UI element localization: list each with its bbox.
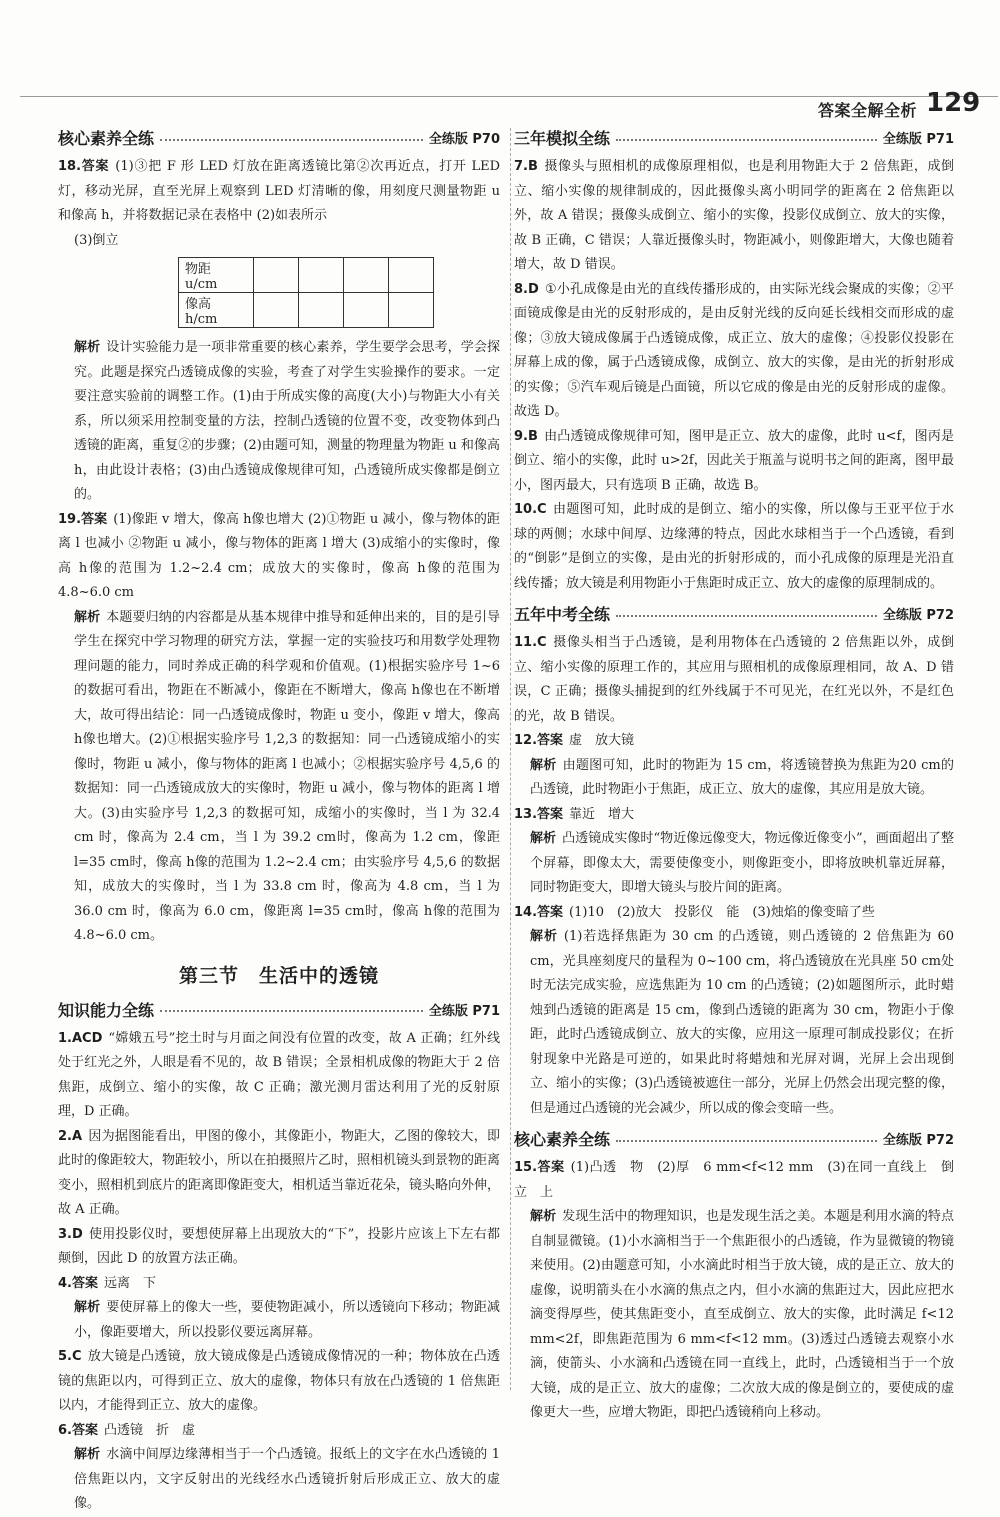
answer-text: 由凸透镜成像规律可知，图甲是正立、放大的虚像，此时 u<f，图丙是倒立、缩小的实像，此时 u>2f，因此关于瓶盖与说明书之间的距离，图甲最小，图丙最大，只有选项 B 正确，故选 B。 <box>514 428 954 493</box>
section-heading <box>514 126 954 149</box>
question-number: 2.A <box>58 1128 83 1144</box>
section-heading <box>514 602 954 625</box>
answer-label: 答案 <box>537 733 564 748</box>
section-ref: 全练版 P70 <box>428 132 500 147</box>
section-heading <box>514 1127 954 1150</box>
answer-label: 答案 <box>537 904 564 920</box>
section-title: 核心素养全练 <box>58 129 155 148</box>
explain-label: 解析 <box>530 831 557 846</box>
explain-label: 解析 <box>74 340 101 355</box>
q15-answer <box>514 1156 954 1205</box>
q13-explanation <box>514 827 954 901</box>
answer-text: (1)凸透 物 (2)厚 6 mm<f<12 mm (3)在同一直线上 倒立 上 <box>514 1160 954 1200</box>
table-header-distance: 物距 u/cm <box>179 258 254 293</box>
answer-text: “嫦娥五号”挖土时与月面之间没有位置的改变，故 A 正确；红外线处于红光之外，人眼是看不见的，故 B 错误；全景相机成像的物距大于 2 倍焦距，成倒立、缩小的实像，故 C 正确；激光测月雷达利用了光的反射原理，D 正确。 <box>58 1030 500 1119</box>
answer-text: ①小孔成像是由光的直线传播形成的，由实际光线会聚成的实像；②平面镜成像是由光的反射形成的，是由反射光线的反向延长线相交而形成的虚像；③放大镜成像属于凸透镜成像，成正立、放大的虚像；④投影仪投影在屏幕上成的像，属于凸透镜成像，成倒立、放大的实像，是由光的折射形成的实像；⑤汽车观后镜是凸面镜，所以它成的像是由光的反射形成的虚像。故选 D。 <box>514 281 954 419</box>
explain-text: 要使屏幕上的像大一些，要使物距减小，所以透镜向下移动；物距减小，像距要增大，所以投影仪要远离屏幕。 <box>74 1300 500 1340</box>
answer-text: (1)像距 v 增大，像高 h像也增大 (2)①物距 u 减小，像与物体的距离 l 也减小 ②物距 u 减小，像与物体的距离 l 增大 (3)成缩小的实像时，像高 h像的范围为 1.2~2.4 cm；成放大的实像时，像高 h像的范围为 4.8~6.0 cm <box>58 511 500 600</box>
q19-explanation <box>58 606 500 949</box>
chapter-title: 第三节 生活中的透镜 <box>178 964 379 987</box>
question-number: 4. <box>58 1275 72 1291</box>
question-number: 9.B <box>514 428 538 444</box>
question-number: 13. <box>514 806 538 822</box>
q13-answer <box>514 803 954 828</box>
section-ref: 全练版 P72 <box>882 608 954 623</box>
q15-explanation <box>514 1205 954 1426</box>
q18-answer-3: (3)倒立 <box>74 232 119 248</box>
q11 <box>514 631 954 729</box>
answer-text: 因为据图能看出，甲图的像小，其像距小，物距大，乙图的像较大，即此时的像距较大，物距较小，所以在拍摄照片乙时，照相机镜头到景物的距离变小，照相机到底片的距离即像距变大，相机适当靠近花朵，镜头略向外伸，故 A 正确。 <box>58 1128 501 1217</box>
q3 <box>58 1223 500 1272</box>
q18-answer <box>58 155 500 229</box>
question-number: 14. <box>514 904 538 920</box>
explain-label: 解析 <box>74 1447 101 1462</box>
section-title: 五年中考全练 <box>514 605 611 624</box>
header-rule <box>20 96 998 97</box>
explain-text: 凸透镜成实像时“物近像远像变大，物远像近像变小”，画面超出了整个屏幕，即像太大，需要使像变小，则像距变小，即将放映机靠近屏幕，同时物距变大，即增大镜头与胶片间的距离。 <box>530 831 954 895</box>
section-title: 知识能力全练 <box>58 1000 155 1020</box>
answer-text: 放大镜是凸透镜，放大镜成像是凸透镜成像情况的一种；物体放在凸透镜的焦距以内，可得到正立、放大的虚像，物体只有放在凸透镜的 1 倍焦距以内，才能得到正立、放大的虚像。 <box>58 1349 500 1413</box>
answer-label: 答案 <box>81 511 108 527</box>
answer-text: 摄像头与照相机的成像原理相似，也是利用物距大于 2 倍焦距，成倒立、缩小实像的规律制成的，因此摄像头离小明同学的距离在 2 倍焦距以外，故 A 错误；摄像头成倒立、缩小的实像，投影仪成倒立、放大的实像，故 B 正确，C 错误；人靠近摄像头时，物距减小，则像距增大，大像也随着增大，故 D 错误。 <box>514 159 954 272</box>
explain-text: 发现生活中的物理知识，也是发现生活之美。本题是利用水滴的特点自制显微镜。(1)小水滴相当于一个焦距很小的凸透镜，作为显微镜的物镜来使用。(2)由题意可知，小水滴此时相当于放大镜，成的是正立、放大的虚像，说明箭头在小水滴的焦点之内，但小水滴的焦距过大，因此应把水滴变得厚些，使其焦距变小，直至成倒立、放大的实像，此时满足 f<12 mm<2f，即焦距范围为 6 mm<f<12 mm。(3)透过凸透镜去观察小水滴，使箭头、小水滴和凸透镜在同一直线上，此时，凸透镜相当于一个放大镜，成的是正立、放大的虚像；二次放大成的像是倒立的，要使成的虚像更大一些，应增大物距，即把凸透镜稍向上移动。 <box>530 1209 954 1420</box>
explain-label: 解析 <box>74 609 101 625</box>
q18-explanation <box>58 336 500 508</box>
q14-explanation <box>514 925 954 1121</box>
dotted-leader <box>616 615 877 617</box>
q1 <box>58 1027 500 1125</box>
column-divider <box>510 128 512 1390</box>
section-title: 三年模拟全练 <box>514 129 611 148</box>
answer-text: 使用投影仪时，要想使屏幕上出现放大的“下”，投影片应该上下左右都颠倒，因此 D 的放置方法正确。 <box>58 1226 500 1266</box>
answer-text: 摄像头相当于凸透镜，是利用物体在凸透镜的 2 倍焦距以外，成倒立、缩小实像的原理工作的，其应用与照相机的成像原理相同，故 A、D 错误，C 正确；摄像头捕捉到的红外线属于不可见光，在红光以外，不是红色的光，故 B 错误。 <box>514 635 954 724</box>
explain-label: 解析 <box>74 1300 101 1315</box>
q4-explanation <box>58 1296 500 1345</box>
left-column <box>58 126 500 1517</box>
explain-text: 水滴中间厚边缘薄相当于一个凸透镜。报纸上的文字在水凸透镜的 1 倍焦距以内，文字反射出的光线经水凸透镜折射后形成正立、放大的虚像。 <box>74 1447 500 1511</box>
answer-text: 靠近 增大 <box>569 806 635 822</box>
table-header-height: 像高 h/cm <box>179 293 254 328</box>
q19-answer <box>58 508 500 606</box>
q10 <box>514 498 954 596</box>
q6-explanation <box>58 1443 500 1517</box>
explain-text: (1)若选择焦距为 30 cm 的凸透镜，则凸透镜的 2 倍焦距为 60 cm，光具座刻度尺的量程为 0~100 cm，将凸透镜放在光具座 50 cm处时无法完成实验，应选焦距为 10 cm 的凸透镜；(2)如题图所示，此时蜡烛到凸透镜的距离是 15 cm，像到凸透镜的距离为 30 cm，物距小于像距，此时凸透镜成倒立、放大的实像，应用这一原理可制成投影仪；在折射现象中光路是可逆的，如果此时将蜡烛和光屏对调，光屏上会出现倒立、缩小的实像；(3)凸透镜被遮住一部分，光屏上仍然会出现完整的像，但是通过凸透镜的光会减少，所以成的像会变暗一些。 <box>530 929 954 1116</box>
question-number: 7.B <box>514 159 538 174</box>
section-ref: 全练版 P71 <box>428 1003 500 1019</box>
answer-label: 答案 <box>71 1422 98 1438</box>
dotted-leader <box>160 139 423 141</box>
dotted-leader <box>616 139 877 141</box>
section-ref: 全练版 P72 <box>882 1133 954 1148</box>
q12-explanation <box>514 754 954 803</box>
answer-text: 由题图可知，此时成的是倒立、缩小的实像，所以像与王亚平位于水球的两侧；水球中间厚、边缘薄的特点，因此水球相当于一个凸透镜，看到的“倒影”是倒立的实像，是由光的折射形成的，而小孔成像的原理是光沿直线传播；放大镜是利用物距小于焦距时成正立、放大的虚像的原理制成的。 <box>514 502 954 591</box>
right-column <box>514 126 954 1426</box>
answer-label: 答案 <box>537 1160 565 1175</box>
question-number: 3.D <box>58 1226 83 1242</box>
question-number: 11.C <box>514 635 547 650</box>
page-number: 129 <box>926 88 981 118</box>
answer-text: 远离 下 <box>104 1275 157 1291</box>
dotted-leader <box>160 1010 423 1012</box>
explain-text: 本题要归纳的内容都是从基本规律中推导和延伸出来的，目的是引导学生在探究中学习物理的研究方法，掌握一定的实验技巧和用数学处理物理问题的能力，同时养成正确的科学观和价值观。(1)根据实验序号 1~6 的数据可看出，物距在不断减小，像距在不断增大，像高 h像也在不断增大，故可得出结论：同一凸透镜成像时，物距 u 变小，像距 v 增大，像高 h像也增大。(2)①根据实验序号 1,2,3 的数据知：同一凸透镜成缩小的实像时，物距 u 减小，像与物体的距离 l 也减小；②根据实验序号 4,5,6 的数据知：同一凸透镜成放大的实像时，物距 u 减小，像与物体的距离 l 增大。(3)由实验序号 1,2,3 的数据可知，成缩小的实像时，当 l 为 32.4 cm 时，像高为 2.4 cm，当 l 为 39.2 cm时，像高为 1.2 cm，像距 l=35 cm时，像高 h像的范围为 1.2~2.4 cm；由实验序号 4,5,6 的数据知，成放大的实像时，当 l 为 33.8 cm 时，像高为 4.8 cm，当 l 为 36.0 cm 时，像高为 6.0 cm，像距离 l=35 cm时，像高 h像的范围为 4.8~6.0 cm。 <box>74 609 500 943</box>
answer-text: (1)10 (2)放大 投影仪 能 (3)烛焰的像变暗了些 <box>569 904 875 920</box>
question-number: 5.C <box>58 1349 82 1364</box>
answer-label: 答案 <box>81 159 110 174</box>
data-table <box>178 257 434 328</box>
section-title: 核心素养全练 <box>514 1130 611 1149</box>
section-heading <box>58 998 500 1021</box>
answer-text: (1)③把 F 形 LED 灯放在距离透镜比第②次再近点，打开 LED 灯，移动光屏，直至光屏上观察到 LED 灯清晰的像，用刻度尺测量物距 u 和像高 h，并将数据记录在表格中 (2)如表所示 <box>58 159 500 223</box>
question-number: 6. <box>58 1422 72 1438</box>
explain-label: 解析 <box>530 757 557 773</box>
q14-answer <box>514 901 954 926</box>
section-ref: 全练版 P71 <box>882 132 954 147</box>
header-title: 答案全解全析 <box>818 101 918 120</box>
q2 <box>58 1125 500 1223</box>
explain-text: 由题图可知，此时的物距为 15 cm，将透镜替换为焦距为20 cm的凸透镜，此时物距小于焦距，成正立、放大的虚像，其应用是放大镜。 <box>530 757 954 797</box>
explain-label: 解析 <box>530 929 558 944</box>
question-number: 10.C <box>514 502 547 517</box>
q6-answer <box>58 1419 500 1444</box>
question-number: 12. <box>514 733 538 748</box>
q9 <box>514 425 954 499</box>
answer-text: 虚 放大镜 <box>569 733 635 748</box>
question-number: 8.D <box>514 281 539 297</box>
q7 <box>514 155 954 278</box>
question-number: 18. <box>58 159 82 174</box>
question-number: 15. <box>514 1160 538 1175</box>
dotted-leader <box>616 1140 877 1142</box>
explain-text: 设计实验能力是一项非常重要的核心素养，学生要学会思考，学会探究。此题是探究凸透镜成像的实验，考查了对学生实验操作的要求。一定要注意实验前的调整工作。(1)由于所成实像的高度(大小)与物距大小有关系，所以须采用控制变量的方法，控制凸透镜的位置不变，改变物体到凸透镜的距离，重复②的步骤；(2)由题可知，测量的物理量为物距 u 和像高 h，由此设计表格；(3)由凸透镜成像规律可知，凸透镜所成实像都是倒立的。 <box>74 340 500 502</box>
section-heading <box>58 126 500 149</box>
q4-answer <box>58 1272 500 1297</box>
answer-text: 凸透镜 折 虚 <box>104 1422 196 1438</box>
q8 <box>514 278 954 425</box>
question-number: 1.ACD <box>58 1030 103 1046</box>
answer-label: 答案 <box>537 806 564 822</box>
question-number: 19. <box>58 511 82 527</box>
q5 <box>58 1345 500 1419</box>
answer-label: 答案 <box>71 1275 98 1291</box>
explain-label: 解析 <box>530 1209 557 1224</box>
q12-answer <box>514 729 954 754</box>
